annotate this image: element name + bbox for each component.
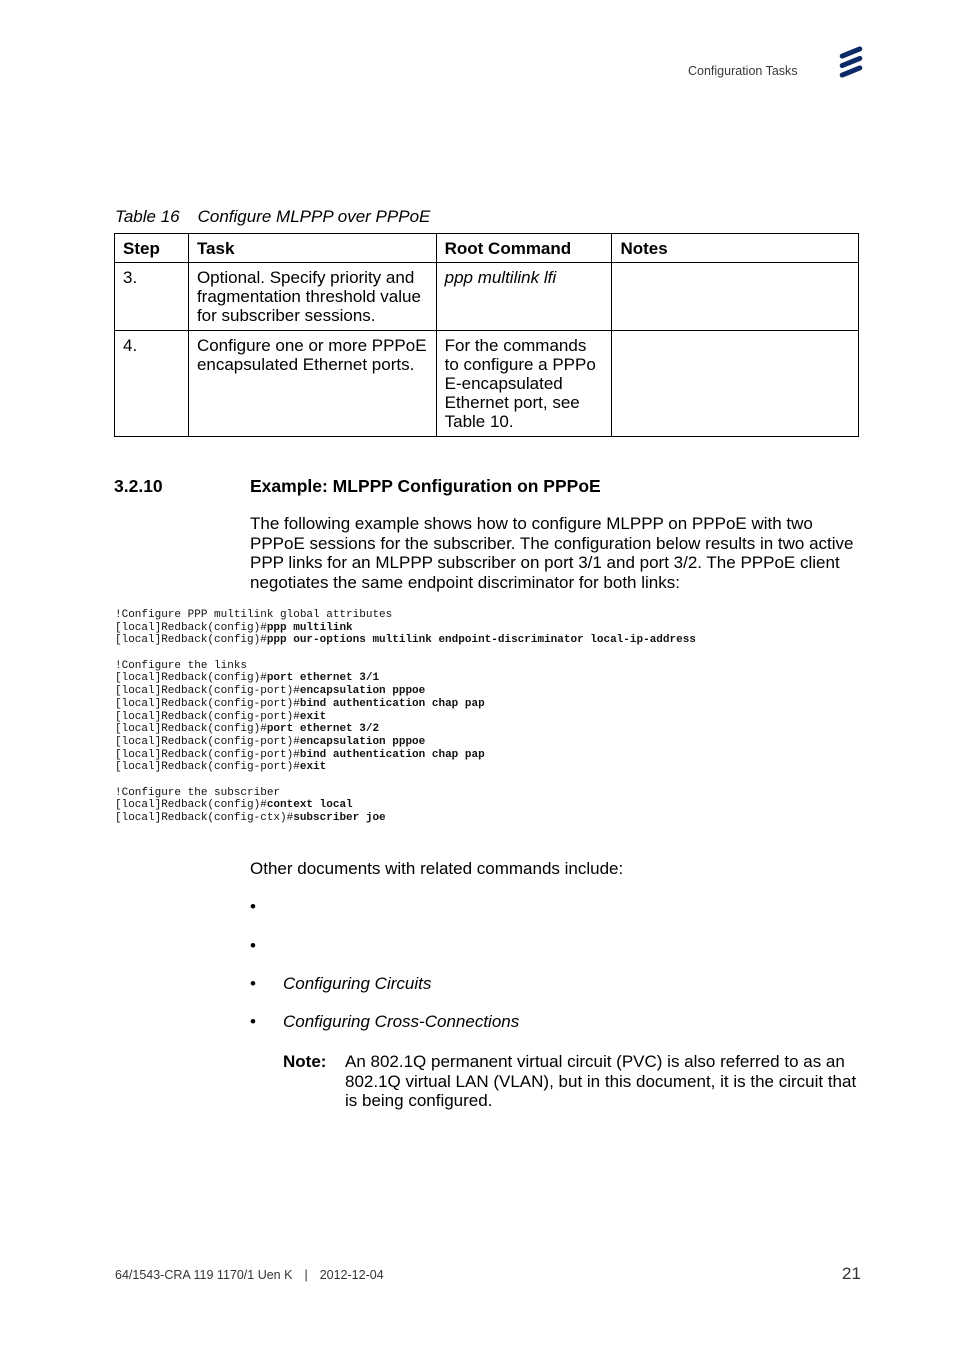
section-heading: Example: MLPPP Configuration on PPPoE xyxy=(250,476,601,496)
footer-doc-info xyxy=(115,1268,384,1282)
related-docs-intro: Other documents with related commands include: xyxy=(250,859,624,878)
column-header-notes: Notes xyxy=(612,234,859,263)
cell-notes xyxy=(612,263,859,331)
table-caption xyxy=(115,207,430,227)
code-blank-line xyxy=(115,647,696,660)
code-command-line xyxy=(115,634,696,647)
section-number: 3.2.10 xyxy=(114,476,163,496)
code-command-line xyxy=(115,685,696,698)
code-prompt: [local]Redback(config)# xyxy=(115,799,267,812)
cell-notes xyxy=(612,331,859,437)
cell-step: 3. xyxy=(115,263,189,331)
code-prompt: [local]Redback(config)# xyxy=(115,672,267,685)
config-table xyxy=(114,233,859,437)
code-command-line xyxy=(115,723,696,736)
related-doc-configuring-cross-connections[interactable]: Configuring Cross-Connections xyxy=(283,1012,520,1031)
code-blank-line xyxy=(115,774,696,787)
code-comment-line xyxy=(115,660,696,673)
code-command-line xyxy=(115,698,696,711)
table-header-row xyxy=(115,234,859,263)
code-command: encapsulation pppoe xyxy=(299,735,426,748)
code-comment-line xyxy=(115,609,696,622)
ericsson-logo-icon xyxy=(836,44,866,80)
bullet-marker: • xyxy=(250,897,256,916)
footer-separator: | xyxy=(304,1268,308,1282)
cell-task: Optional. Specify priority and fragmentation threshold value for subscriber sessions. xyxy=(188,263,436,331)
column-header-task: Task xyxy=(188,234,436,263)
bullet-marker: • xyxy=(250,936,256,955)
related-doc-configuring-circuits[interactable]: Configuring Circuits xyxy=(283,974,432,993)
code-command: port ethernet 3/2 xyxy=(266,723,380,736)
code-prompt: [local]Redback(config-port)# xyxy=(115,748,300,761)
page-number: 21 xyxy=(842,1264,861,1283)
bullet-marker: • xyxy=(250,1012,256,1031)
code-command: port ethernet 3/1 xyxy=(266,672,380,685)
code-command-line xyxy=(115,812,696,825)
code-command: exit xyxy=(299,710,327,723)
code-example xyxy=(115,609,696,825)
code-command: subscriber joe xyxy=(293,812,386,824)
note-label: Note: xyxy=(283,1052,327,1071)
code-prompt: [local]Redback(config)# xyxy=(115,621,267,634)
code-command: context local xyxy=(266,799,353,812)
code-prompt: [local]Redback(config-port)# xyxy=(115,710,300,723)
code-prompt: [local]Redback(config-ctx)# xyxy=(115,812,294,824)
cell-root-command: ppp multilink lfi xyxy=(436,263,612,331)
code-command: bind authentication chap pap xyxy=(299,697,485,710)
footer-doc-id: 64/1543-CRA 119 1170/1 Uen K xyxy=(115,1268,293,1282)
code-command-line xyxy=(115,761,696,774)
code-prompt: [local]Redback(config-port)# xyxy=(115,685,300,698)
code-command-line xyxy=(115,799,696,812)
table-row xyxy=(115,263,859,331)
code-command: ppp our-options multilink endpoint-discriminator local-ip-address xyxy=(266,634,696,647)
table-row xyxy=(115,331,859,437)
bullet-marker: • xyxy=(250,974,256,993)
code-prompt: [local]Redback(config-port)# xyxy=(115,697,300,710)
table-caption-title: Configure MLPPP over PPPoE xyxy=(197,207,431,226)
column-header-step: Step xyxy=(115,234,189,263)
code-command-line xyxy=(115,711,696,724)
footer-date: 2012-12-04 xyxy=(319,1268,384,1282)
code-command: exit xyxy=(299,761,327,774)
cell-task: Configure one or more PPPoE encapsulated Ethernet ports. xyxy=(188,331,436,437)
code-comment-line xyxy=(115,787,696,800)
code-prompt: !Configure the links xyxy=(115,659,248,672)
code-prompt: [local]Redback(config-port)# xyxy=(115,761,300,774)
code-command-line xyxy=(115,672,696,685)
code-command: ppp multilink xyxy=(266,621,353,634)
cell-step: 4. xyxy=(115,331,189,437)
header-section-title: Configuration Tasks xyxy=(688,64,798,78)
cell-root-command: For the commands to configure a PPPo E-encapsulated Ethernet port, see Table 10. xyxy=(436,331,612,437)
code-command-line xyxy=(115,749,696,762)
code-prompt: [local]Redback(config)# xyxy=(115,723,267,736)
section-intro-paragraph: The following example shows how to configure MLPPP on PPPoE with two PPPoE sessions for the subscriber. The configuration below results in two active PPP links for an MLPPP subscriber on port 3/1 and port 3/2. The PPPoE client negotiates the same endpoint discriminator for both links: xyxy=(250,514,854,592)
code-prompt: !Configure the subscriber xyxy=(115,786,281,799)
code-command-line xyxy=(115,736,696,749)
code-command-line xyxy=(115,622,696,635)
code-prompt: !Configure PPP multilink global attributes xyxy=(115,609,393,621)
code-command: bind authentication chap pap xyxy=(299,748,485,761)
note-text: An 802.1Q permanent virtual circuit (PVC) is also referred to as an 802.1Q virtual LAN (VLAN), but in this document, it is the circuit that is being configured. xyxy=(345,1052,857,1110)
code-prompt: [local]Redback(config)# xyxy=(115,634,267,647)
code-prompt: [local]Redback(config-port)# xyxy=(115,735,300,748)
column-header-root-command: Root Command xyxy=(436,234,612,263)
code-command: encapsulation pppoe xyxy=(299,685,426,698)
table-caption-label: Table 16 xyxy=(115,207,180,226)
